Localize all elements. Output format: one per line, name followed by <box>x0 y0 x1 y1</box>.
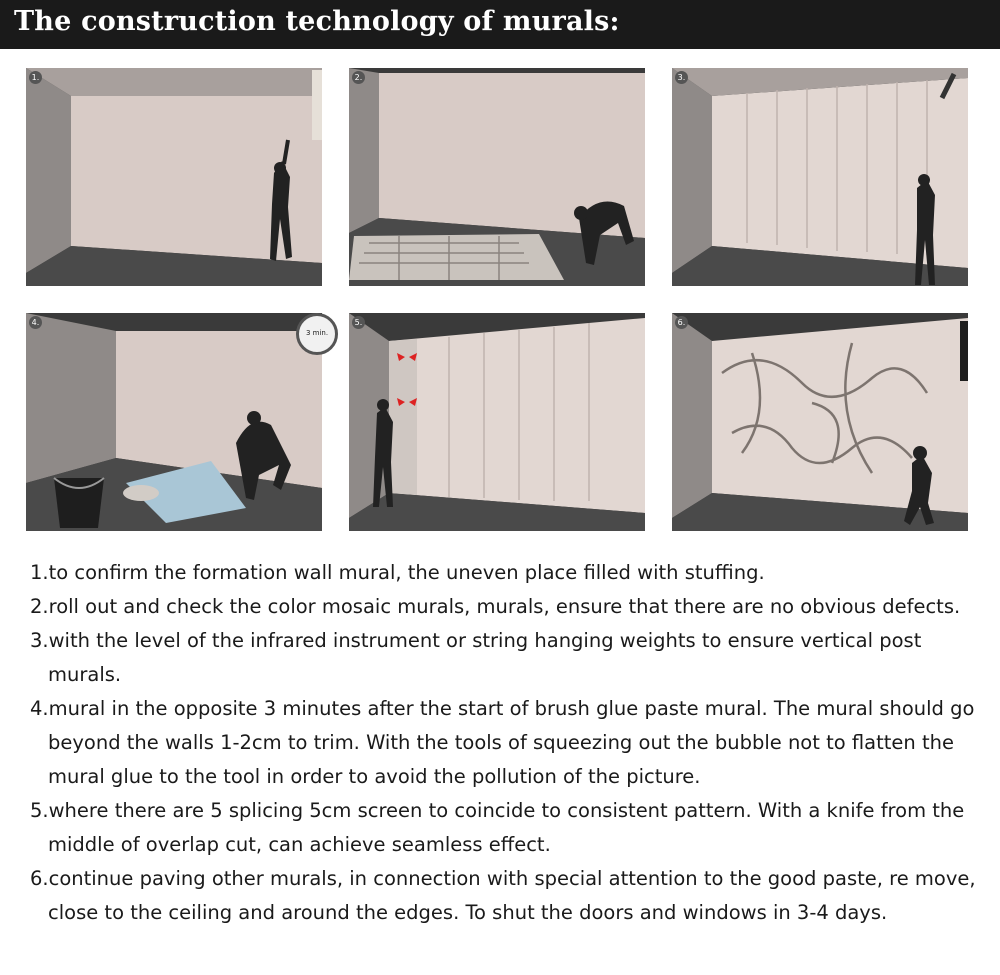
instruction-step-5: 5.where there are 5 splicing 5cm screen to coincide to consistent pattern. With a knife from the middle of overlap cut, can achieve seamless effect. <box>30 799 965 856</box>
instruction-step-4: 4.mural in the opposite 3 minutes after the start of brush glue paste mural. The mural should go beyond the walls 1-2cm to trim. With the tools of squeezing out the bubble not to flatten the mural glue to the tool in order to avoid the pollution of the picture. <box>30 697 975 788</box>
step-number-badge: 5. <box>352 316 365 329</box>
instructions-list <box>30 556 990 930</box>
instruction-step-6: 6.continue paving other murals, in connection with special attention to the good paste, re move, close to the ceiling and around the edges. To shut the doors and windows in 3-4 days. <box>30 867 976 924</box>
header-bar <box>0 0 1000 49</box>
illustration-step-1 <box>26 68 322 286</box>
instruction-step-2: 2.roll out and check the color mosaic murals, murals, ensure that there are no obvious defects. <box>30 595 961 618</box>
instruction-step-3: 3.with the level of the infrared instrument or string hanging weights to ensure vertical post murals. <box>30 629 922 686</box>
step-number-badge: 1. <box>29 71 42 84</box>
timer-icon <box>296 313 338 355</box>
illustration-step-6 <box>672 313 968 531</box>
step-number-badge: 2. <box>352 71 365 84</box>
step-number-badge: 4. <box>29 316 42 329</box>
illustration-step-2 <box>349 68 645 286</box>
illustration-step-3 <box>672 68 968 286</box>
page-title: The construction technology of murals: <box>14 6 620 37</box>
step-number-badge: 3. <box>675 71 688 84</box>
step-number-badge: 6. <box>675 316 688 329</box>
instruction-step-1: 1.to confirm the formation wall mural, the uneven place filled with stuffing. <box>30 561 765 584</box>
timer-label: 3 min. <box>305 329 329 337</box>
illustration-step-4 <box>26 313 329 531</box>
illustration-step-5 <box>349 313 645 531</box>
